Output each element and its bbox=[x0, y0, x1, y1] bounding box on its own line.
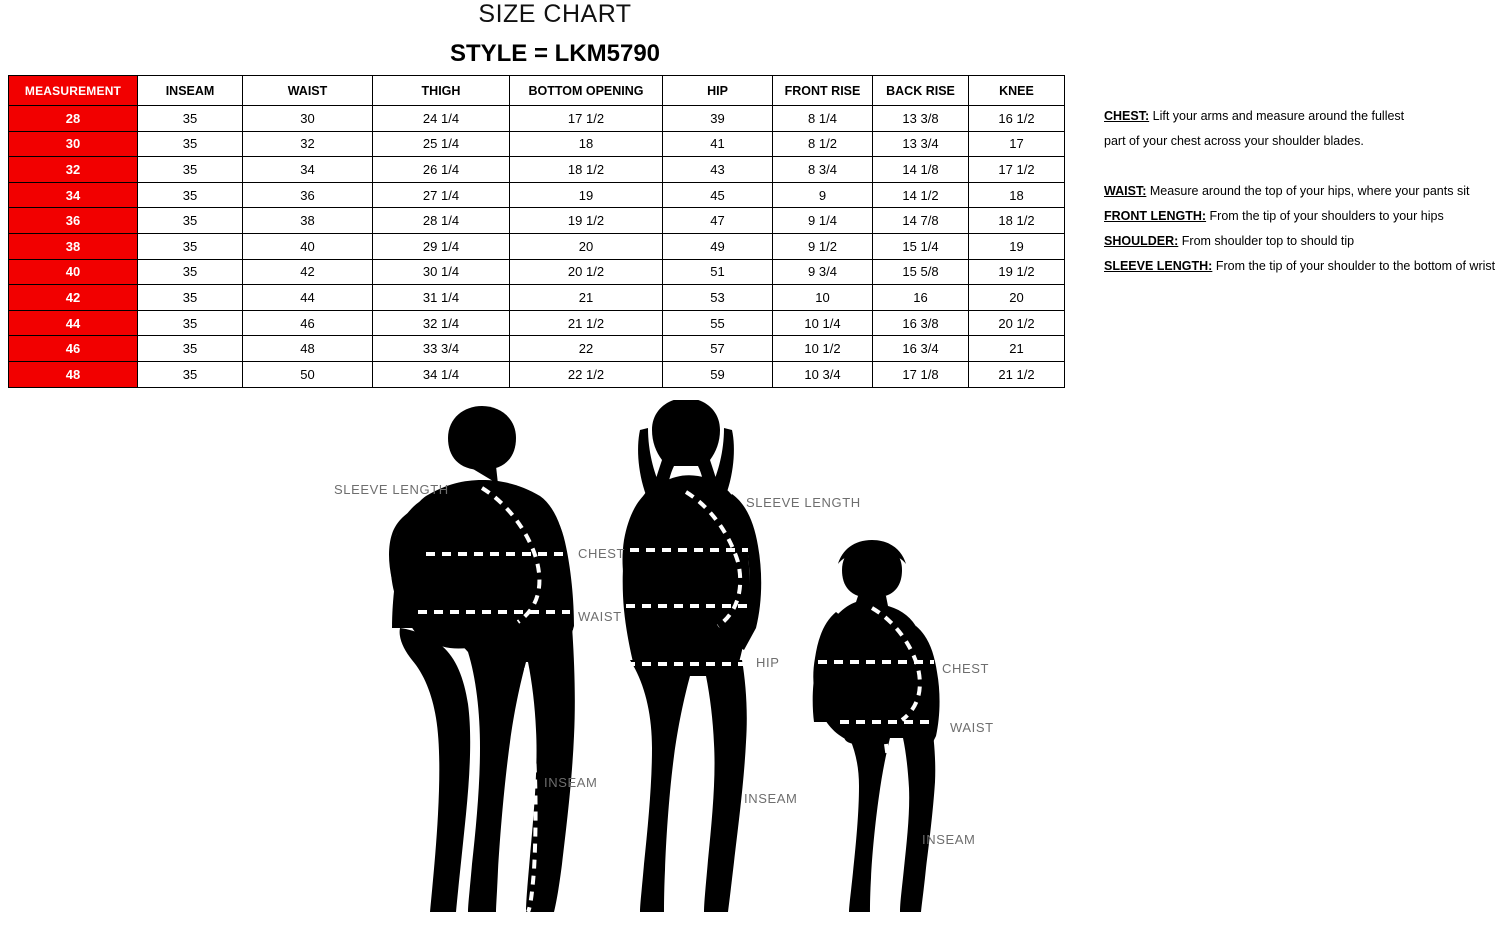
cell-front-rise: 9 1/2 bbox=[773, 233, 873, 259]
table-row bbox=[9, 285, 1065, 311]
label-child-waist: WAIST bbox=[950, 720, 994, 735]
cell-front-rise: 10 bbox=[773, 285, 873, 311]
cell-hip: 53 bbox=[663, 285, 773, 311]
cell-inseam: 35 bbox=[138, 131, 243, 157]
size-label: 28 bbox=[9, 106, 138, 132]
note-text-shoulder: From shoulder top to should tip bbox=[1178, 234, 1355, 248]
size-label: 34 bbox=[9, 182, 138, 208]
table-row bbox=[9, 131, 1065, 157]
table-row bbox=[9, 208, 1065, 234]
size-label: 46 bbox=[9, 336, 138, 362]
size-label: 42 bbox=[9, 285, 138, 311]
cell-thigh: 33 3/4 bbox=[373, 336, 510, 362]
cell-knee: 17 bbox=[969, 131, 1065, 157]
cell-back-rise: 13 3/4 bbox=[873, 131, 969, 157]
table-row bbox=[9, 361, 1065, 387]
column-header-thigh: THIGH bbox=[373, 76, 510, 106]
label-man-chest: CHEST bbox=[578, 546, 626, 561]
note-label-front-length: FRONT LENGTH: bbox=[1104, 209, 1207, 223]
cell-hip: 57 bbox=[663, 336, 773, 362]
cell-front-rise: 10 1/2 bbox=[773, 336, 873, 362]
cell-hip: 49 bbox=[663, 233, 773, 259]
cell-waist: 34 bbox=[243, 157, 373, 183]
cell-inseam: 35 bbox=[138, 233, 243, 259]
cell-bottom-opening: 21 1/2 bbox=[510, 310, 663, 336]
note-sleeve-length bbox=[1104, 254, 1500, 279]
label-man-waist: WAIST bbox=[578, 609, 622, 624]
cell-front-rise: 8 3/4 bbox=[773, 157, 873, 183]
table-row bbox=[9, 233, 1065, 259]
cell-knee: 16 1/2 bbox=[969, 106, 1065, 132]
cell-bottom-opening: 19 1/2 bbox=[510, 208, 663, 234]
table-row bbox=[9, 182, 1065, 208]
table-header-row bbox=[9, 76, 1065, 106]
cell-waist: 44 bbox=[243, 285, 373, 311]
cell-thigh: 24 1/4 bbox=[373, 106, 510, 132]
cell-inseam: 35 bbox=[138, 336, 243, 362]
note-text-waist: Measure around the top of your hips, where your pants sit bbox=[1146, 184, 1470, 198]
cell-knee: 21 bbox=[969, 336, 1065, 362]
cell-waist: 46 bbox=[243, 310, 373, 336]
cell-bottom-opening: 18 1/2 bbox=[510, 157, 663, 183]
column-header-measurement: MEASUREMENT bbox=[9, 76, 138, 106]
cell-front-rise: 9 1/4 bbox=[773, 208, 873, 234]
cell-knee: 20 bbox=[969, 285, 1065, 311]
cell-back-rise: 14 7/8 bbox=[873, 208, 969, 234]
cell-waist: 30 bbox=[243, 106, 373, 132]
note-text-chest: Lift your arms and measure around the fullest bbox=[1149, 109, 1405, 123]
cell-hip: 55 bbox=[663, 310, 773, 336]
cell-back-rise: 15 1/4 bbox=[873, 233, 969, 259]
cell-waist: 32 bbox=[243, 131, 373, 157]
column-header-back-rise: BACK RISE bbox=[873, 76, 969, 106]
cell-front-rise: 9 3/4 bbox=[773, 259, 873, 285]
cell-inseam: 35 bbox=[138, 182, 243, 208]
cell-back-rise: 15 5/8 bbox=[873, 259, 969, 285]
note-label-chest: CHEST: bbox=[1104, 109, 1150, 123]
cell-front-rise: 10 1/4 bbox=[773, 310, 873, 336]
cell-knee: 21 1/2 bbox=[969, 361, 1065, 387]
cell-back-rise: 16 bbox=[873, 285, 969, 311]
label-man-inseam: INSEAM bbox=[544, 775, 598, 790]
cell-inseam: 35 bbox=[138, 310, 243, 336]
cell-front-rise: 9 bbox=[773, 182, 873, 208]
cell-back-rise: 14 1/8 bbox=[873, 157, 969, 183]
cell-bottom-opening: 18 bbox=[510, 131, 663, 157]
cell-waist: 50 bbox=[243, 361, 373, 387]
cell-hip: 43 bbox=[663, 157, 773, 183]
cell-thigh: 28 1/4 bbox=[373, 208, 510, 234]
label-woman-hip: HIP bbox=[756, 655, 780, 670]
size-label: 36 bbox=[9, 208, 138, 234]
note-label-waist: WAIST: bbox=[1104, 184, 1147, 198]
cell-knee: 17 1/2 bbox=[969, 157, 1065, 183]
cell-bottom-opening: 22 1/2 bbox=[510, 361, 663, 387]
page-title: SIZE CHART bbox=[478, 0, 632, 28]
table-row bbox=[9, 336, 1065, 362]
cell-knee: 19 1/2 bbox=[969, 259, 1065, 285]
cell-inseam: 35 bbox=[138, 208, 243, 234]
cell-inseam: 35 bbox=[138, 259, 243, 285]
note-waist bbox=[1104, 179, 1500, 204]
note-chest-line2 bbox=[1104, 129, 1500, 154]
cell-bottom-opening: 20 1/2 bbox=[510, 259, 663, 285]
cell-hip: 39 bbox=[663, 106, 773, 132]
cell-waist: 38 bbox=[243, 208, 373, 234]
column-header-hip: HIP bbox=[663, 76, 773, 106]
note-shoulder bbox=[1104, 229, 1500, 254]
size-label: 40 bbox=[9, 259, 138, 285]
label-child-chest: CHEST bbox=[942, 661, 990, 676]
cell-front-rise: 8 1/2 bbox=[773, 131, 873, 157]
column-header-waist: WAIST bbox=[243, 76, 373, 106]
note-label-shoulder: SHOULDER: bbox=[1104, 234, 1179, 248]
cell-hip: 59 bbox=[663, 361, 773, 387]
style-subtitle: STYLE = LKM5790 bbox=[449, 40, 661, 67]
table-row bbox=[9, 310, 1065, 336]
cell-bottom-opening: 17 1/2 bbox=[510, 106, 663, 132]
table-row bbox=[9, 106, 1065, 132]
cell-inseam: 35 bbox=[138, 106, 243, 132]
cell-thigh: 34 1/4 bbox=[373, 361, 510, 387]
cell-front-rise: 8 1/4 bbox=[773, 106, 873, 132]
column-header-knee: KNEE bbox=[969, 76, 1065, 106]
cell-waist: 42 bbox=[243, 259, 373, 285]
table-row bbox=[9, 157, 1065, 183]
size-label: 32 bbox=[9, 157, 138, 183]
note-front-length bbox=[1104, 204, 1500, 229]
cell-back-rise: 16 3/8 bbox=[873, 310, 969, 336]
cell-thigh: 26 1/4 bbox=[373, 157, 510, 183]
cell-thigh: 27 1/4 bbox=[373, 182, 510, 208]
cell-knee: 18 1/2 bbox=[969, 208, 1065, 234]
cell-inseam: 35 bbox=[138, 361, 243, 387]
note-text-chest-cont: part of your chest across your shoulder blades. bbox=[1104, 134, 1364, 148]
note-label-sleeve-length: SLEEVE LENGTH: bbox=[1104, 259, 1213, 273]
column-header-inseam: INSEAM bbox=[138, 76, 243, 106]
size-label: 48 bbox=[9, 361, 138, 387]
cell-inseam: 35 bbox=[138, 285, 243, 311]
cell-thigh: 32 1/4 bbox=[373, 310, 510, 336]
note-text-front-length: From the tip of your shoulders to your hips bbox=[1206, 209, 1444, 223]
label-woman-inseam: INSEAM bbox=[744, 791, 798, 806]
label-woman-sleeve-length: SLEEVE LENGTH bbox=[746, 495, 861, 510]
cell-hip: 47 bbox=[663, 208, 773, 234]
label-man-sleeve-length: SLEEVE LENGTH bbox=[334, 482, 449, 497]
cell-thigh: 29 1/4 bbox=[373, 233, 510, 259]
size-label: 38 bbox=[9, 233, 138, 259]
note-chest-line1 bbox=[1104, 104, 1500, 129]
cell-thigh: 30 1/4 bbox=[373, 259, 510, 285]
cell-waist: 36 bbox=[243, 182, 373, 208]
woman-silhouette bbox=[623, 400, 762, 912]
size-chart-table bbox=[8, 75, 1065, 388]
measurement-figures bbox=[330, 400, 1030, 920]
cell-hip: 41 bbox=[663, 131, 773, 157]
cell-waist: 40 bbox=[243, 233, 373, 259]
cell-back-rise: 17 1/8 bbox=[873, 361, 969, 387]
cell-waist: 48 bbox=[243, 336, 373, 362]
cell-back-rise: 13 3/8 bbox=[873, 106, 969, 132]
cell-back-rise: 14 1/2 bbox=[873, 182, 969, 208]
cell-bottom-opening: 20 bbox=[510, 233, 663, 259]
cell-hip: 51 bbox=[663, 259, 773, 285]
cell-bottom-opening: 21 bbox=[510, 285, 663, 311]
cell-bottom-opening: 19 bbox=[510, 182, 663, 208]
cell-back-rise: 16 3/4 bbox=[873, 336, 969, 362]
cell-knee: 18 bbox=[969, 182, 1065, 208]
column-header-front-rise: FRONT RISE bbox=[773, 76, 873, 106]
note-spacer bbox=[1104, 154, 1500, 179]
cell-inseam: 35 bbox=[138, 157, 243, 183]
label-child-inseam: INSEAM bbox=[922, 832, 976, 847]
cell-thigh: 25 1/4 bbox=[373, 131, 510, 157]
note-text-sleeve-length: From the tip of your shoulder to the bottom of wrist bbox=[1212, 259, 1496, 273]
cell-knee: 20 1/2 bbox=[969, 310, 1065, 336]
cell-hip: 45 bbox=[663, 182, 773, 208]
measurement-instructions bbox=[1104, 104, 1500, 279]
column-header-bottom-opening: BOTTOM OPENING bbox=[510, 76, 663, 106]
table-row bbox=[9, 259, 1065, 285]
size-label: 30 bbox=[9, 131, 138, 157]
size-label: 44 bbox=[9, 310, 138, 336]
cell-knee: 19 bbox=[969, 233, 1065, 259]
child-silhouette bbox=[813, 540, 940, 912]
cell-thigh: 31 1/4 bbox=[373, 285, 510, 311]
cell-bottom-opening: 22 bbox=[510, 336, 663, 362]
cell-front-rise: 10 3/4 bbox=[773, 361, 873, 387]
